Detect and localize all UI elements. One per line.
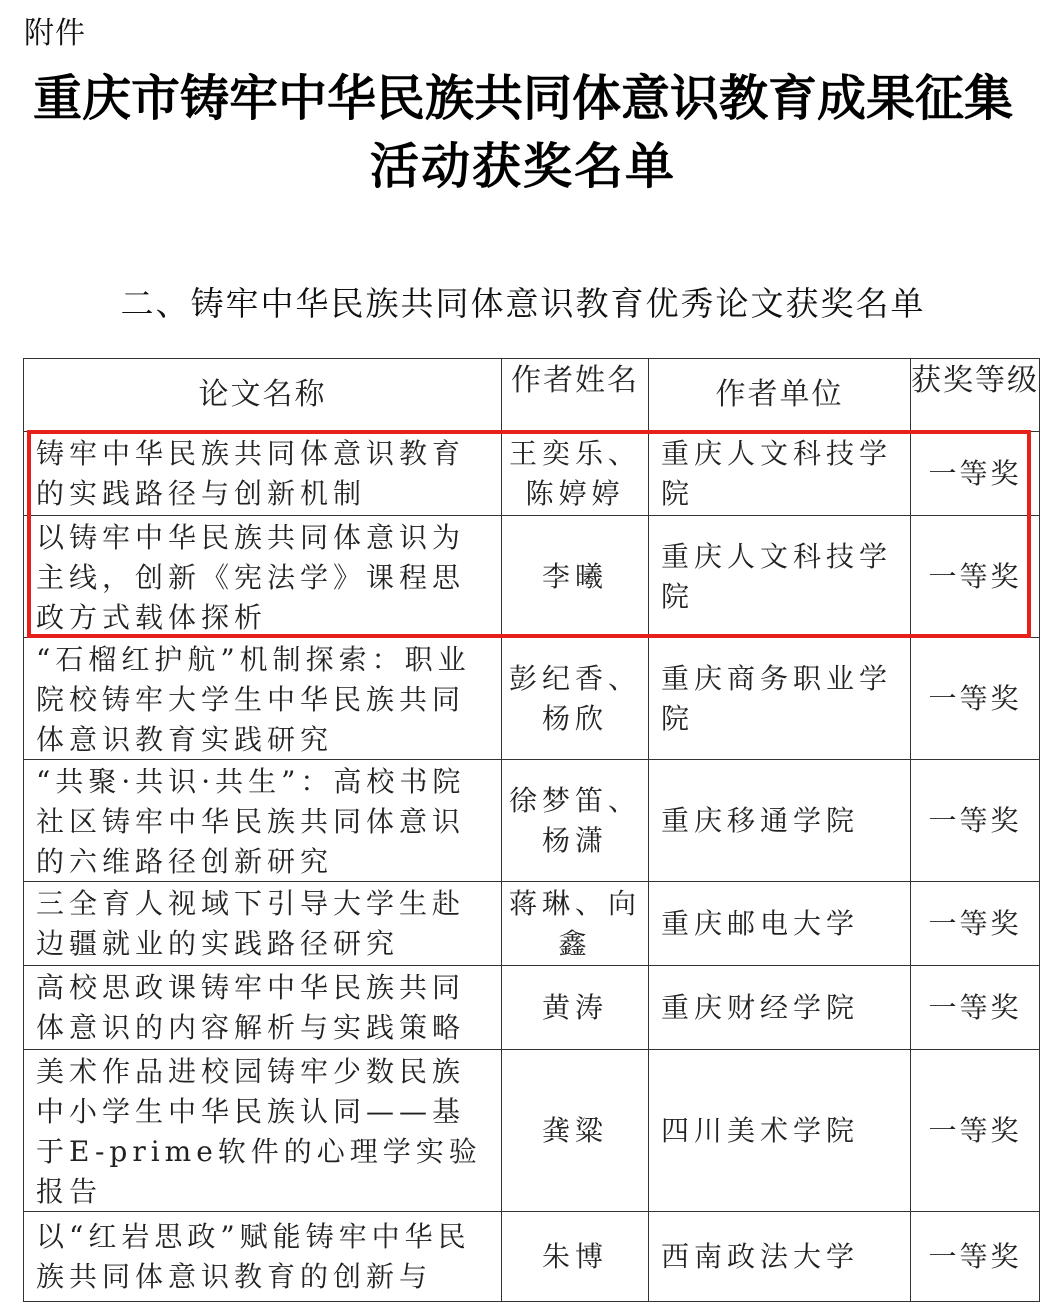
author-unit: 西南政法大学 <box>649 1212 911 1302</box>
section-title: 二、铸牢中华民族共同体意识教育优秀论文获奖名单 <box>120 284 926 323</box>
paper-title: 美术作品进校园铸牢少数民族中小学生中华民族认同——基于E-prime软件的心理学实验报告 <box>24 1050 502 1212</box>
table-row <box>24 432 1040 516</box>
award-level: 一等奖 <box>911 432 1040 516</box>
paper-title: 以“红岩思政”赋能铸牢中华民族共同体意识教育的创新与 <box>24 1212 502 1302</box>
author-names: 朱博 <box>502 1212 649 1302</box>
column-header-title: 论文名称 <box>24 359 502 432</box>
author-names: 黄涛 <box>502 966 649 1050</box>
author-unit: 重庆邮电大学 <box>649 882 911 966</box>
author-names: 蒋琳、向鑫 <box>502 882 649 966</box>
award-level: 一等奖 <box>911 760 1040 882</box>
paper-title: 以铸牢中华民族共同体意识为主线，创新《宪法学》课程思政方式载体探析 <box>24 516 502 638</box>
table-row <box>24 966 1040 1050</box>
paper-title: “石榴红护航”机制探索：职业院校铸牢大学生中华民族共同体意识教育实践研究 <box>24 638 502 760</box>
author-unit: 重庆财经学院 <box>649 966 911 1050</box>
author-unit: 重庆人文科技学院 <box>649 432 911 516</box>
award-level: 一等奖 <box>911 1212 1040 1302</box>
award-level: 一等奖 <box>911 1050 1040 1212</box>
page-title-line1: 重庆市铸牢中华民族共同体意识教育成果征集 <box>32 69 1013 127</box>
table-body <box>24 432 1040 1302</box>
paper-title: “共聚·共识·共生”：高校书院社区铸牢中华民族共同体意识的六维路径创新研究 <box>24 760 502 882</box>
attachment-label: 附件 <box>24 16 86 51</box>
paper-title: 三全育人视域下引导大学生赴边疆就业的实践路径研究 <box>24 882 502 966</box>
page-title-line2: 活动获奖名单 <box>369 137 676 195</box>
table-row <box>24 882 1040 966</box>
award-level: 一等奖 <box>911 516 1040 638</box>
table-row <box>24 1212 1040 1302</box>
author-names: 李曦 <box>502 516 649 638</box>
table-row <box>24 1050 1040 1212</box>
table-row <box>24 638 1040 760</box>
paper-title: 铸牢中华民族共同体意识教育的实践路径与创新机制 <box>24 432 502 516</box>
author-names: 龚粱 <box>502 1050 649 1212</box>
table-row <box>24 516 1040 638</box>
author-unit: 重庆人文科技学院 <box>649 516 911 638</box>
author-names: 彭纪香、杨欣 <box>502 638 649 760</box>
author-unit: 重庆移通学院 <box>649 760 911 882</box>
table-row <box>24 760 1040 882</box>
author-unit: 重庆商务职业学院 <box>649 638 911 760</box>
award-table <box>23 358 1039 1302</box>
paper-title: 高校思政课铸牢中华民族共同体意识的内容解析与实践策略 <box>24 966 502 1050</box>
author-names: 王奕乐、陈婷婷 <box>502 432 649 516</box>
award-level: 一等奖 <box>911 966 1040 1050</box>
award-level: 一等奖 <box>911 882 1040 966</box>
column-header-unit: 作者单位 <box>649 359 911 432</box>
column-header-award: 获奖等级 <box>911 359 1040 432</box>
author-names: 徐梦笛、杨潇 <box>502 760 649 882</box>
award-level: 一等奖 <box>911 638 1040 760</box>
author-unit: 四川美术学院 <box>649 1050 911 1212</box>
column-header-author: 作者姓名 <box>502 359 649 432</box>
